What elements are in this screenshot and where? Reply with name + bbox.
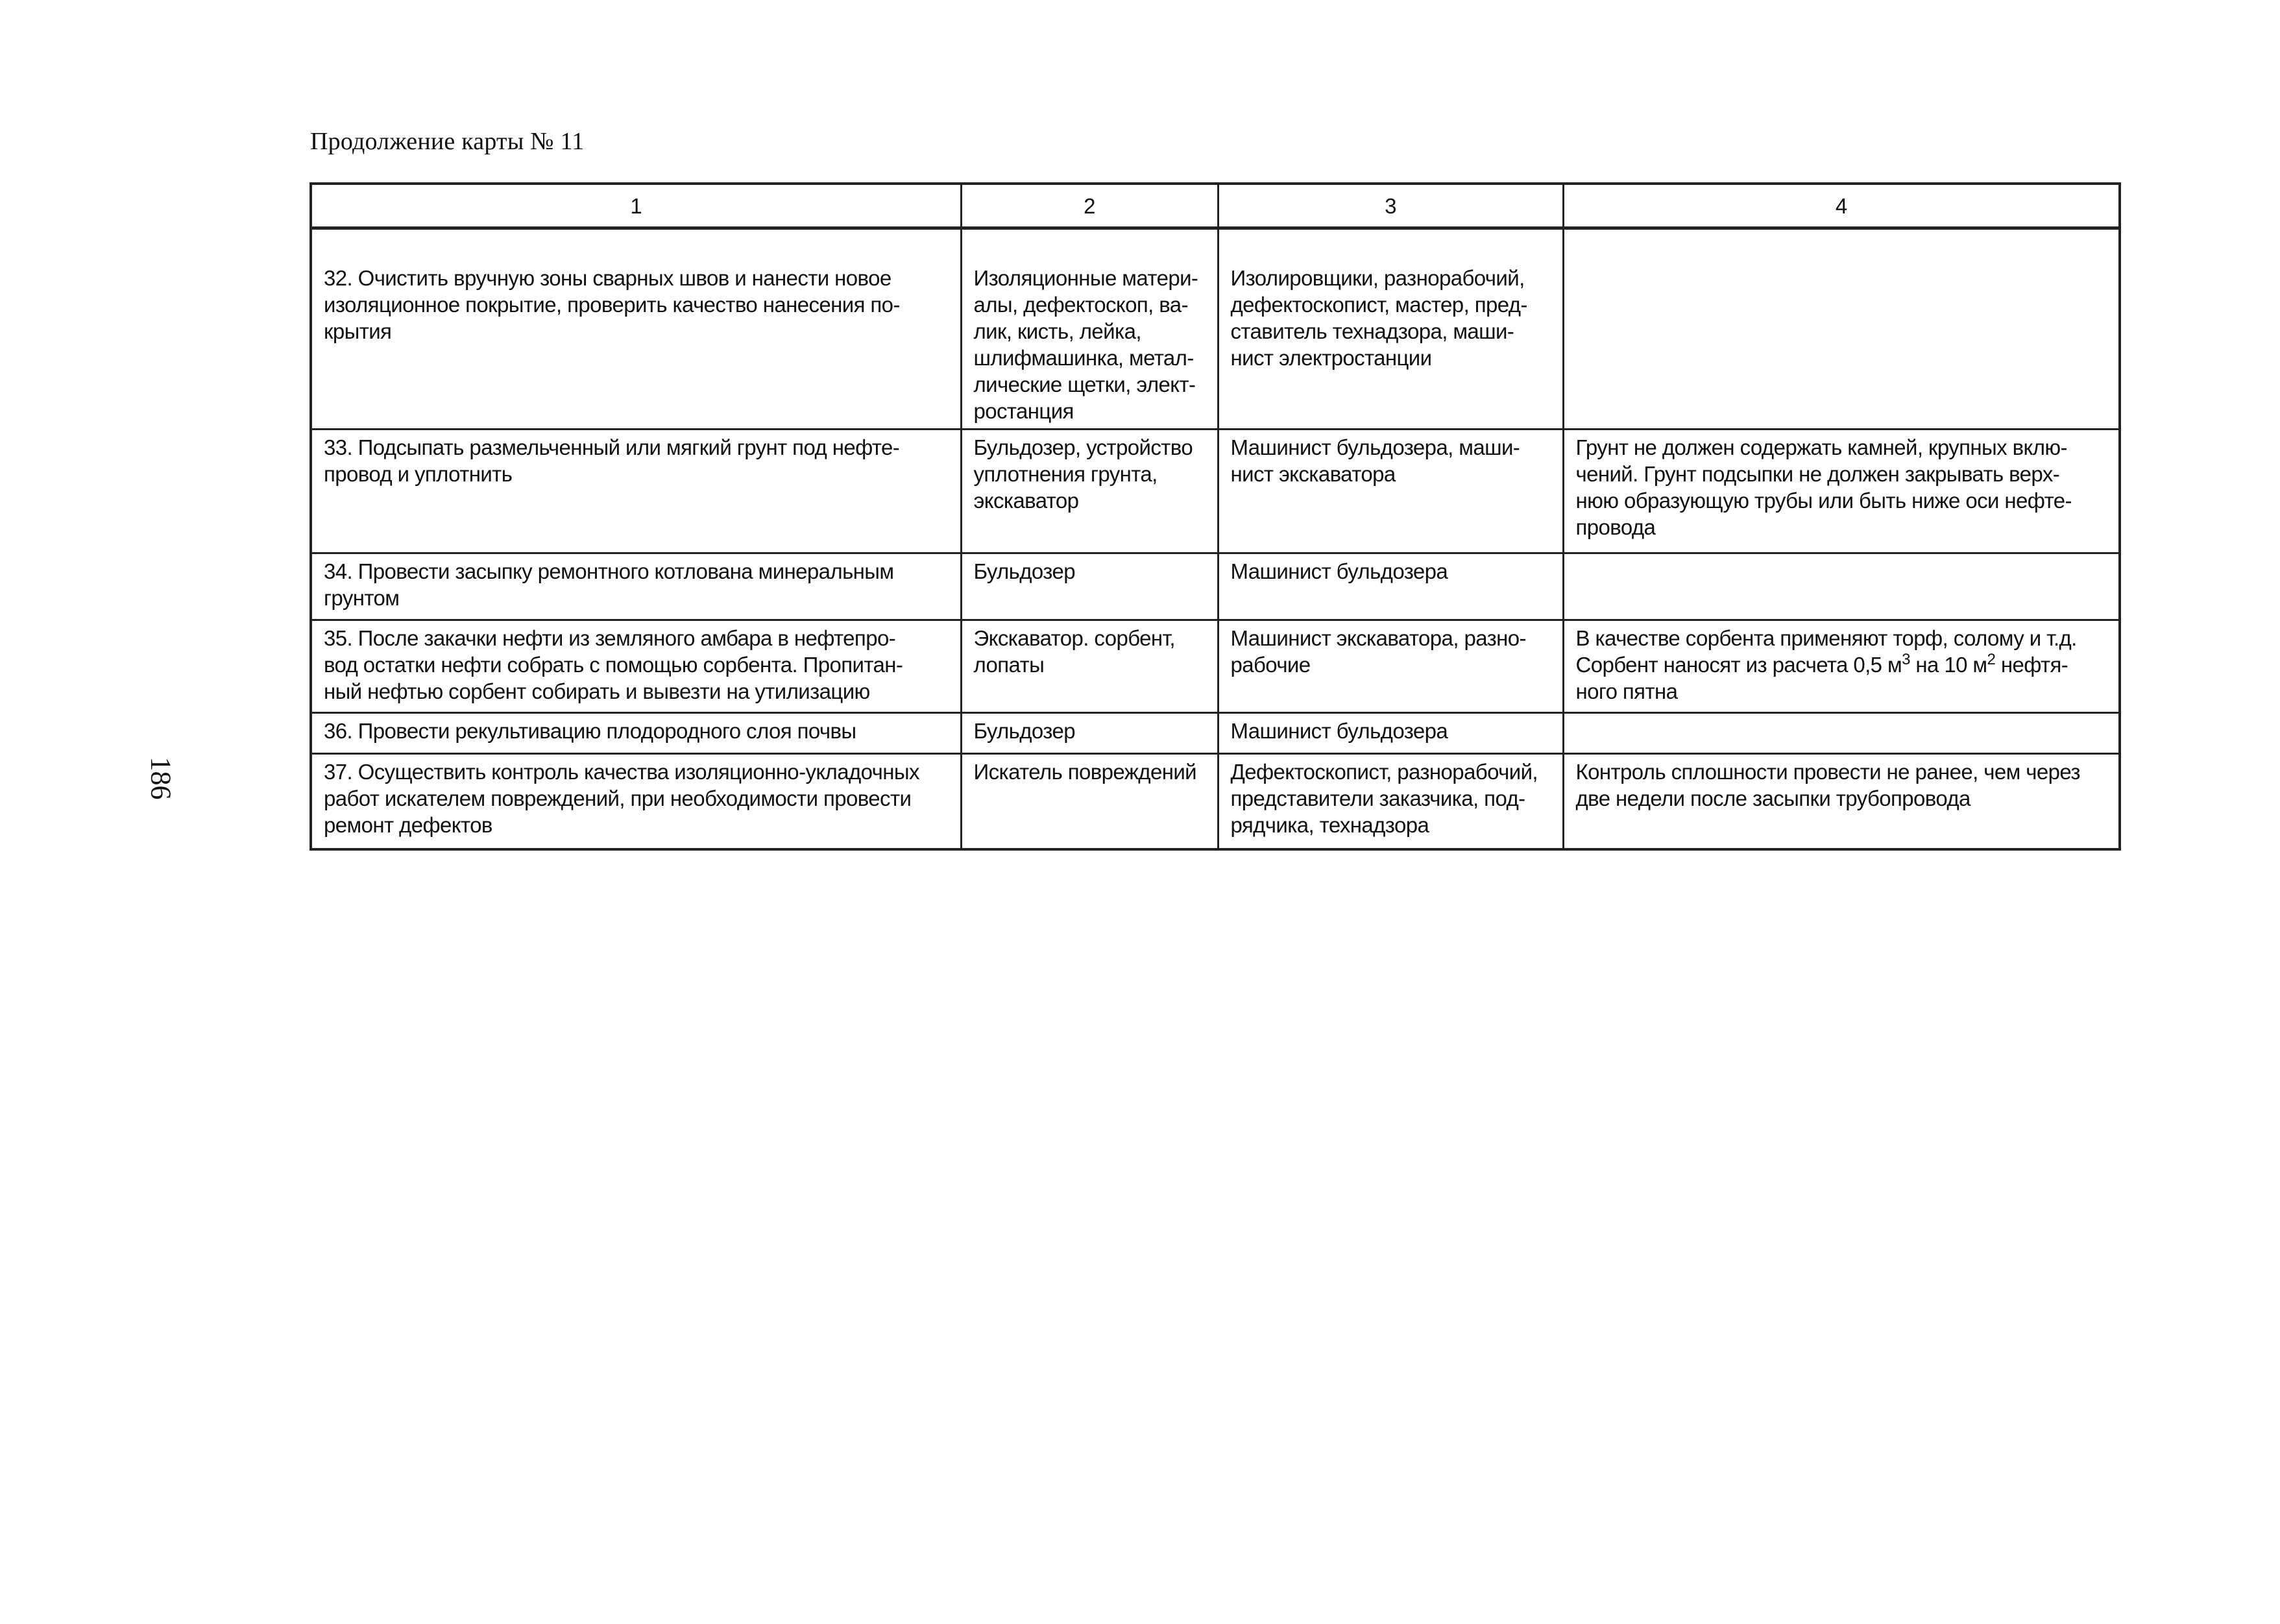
equipment-cell — [961, 430, 1218, 553]
table-row — [311, 713, 2120, 754]
table-header-row — [311, 184, 2120, 228]
performers-cell — [1218, 620, 1563, 713]
table-row — [311, 620, 2120, 713]
operation-cell — [311, 228, 961, 430]
equipment-cell — [961, 713, 1218, 754]
table-row — [311, 430, 2120, 553]
cell-text: 34. Провести засыпку ремонтного котлована минеральным грунтом — [324, 559, 894, 610]
cell-text: Бульдозер — [973, 719, 1075, 743]
table-row — [311, 754, 2120, 850]
cell-text: 36. Провести рекультивацию плодородного слоя почвы — [324, 719, 856, 743]
cell-text: 35. После закачки нефти из земляного амбара в нефтепро- вод остатки нефти собрать с помощью сорбента. Пропитан- ный нефтью сорбент собирать и вывезти на утилизацию — [324, 626, 903, 703]
superscript-3: 3 — [1902, 651, 1910, 668]
cell-text: 32. Очистить вручную зоны сварных швов и нанести новое изоляционное покрытие, проверить качество нанесения по- крытия — [324, 266, 900, 343]
performers-cell — [1218, 754, 1563, 850]
table-row — [311, 553, 2120, 620]
cell-text: Бульдозер, устройство уплотнения грунта, экскаватор — [973, 435, 1193, 513]
cell-text: Машинист бульдозера, маши- нист экскаватора — [1230, 435, 1520, 486]
cell-text: Изоляционные матери- алы, дефектоскоп, ва- лик, кисть, лейка, шлифмашинка, метал- лические щетки, элект- ростанция — [973, 266, 1198, 423]
notes-cell — [1563, 553, 2120, 620]
work-table — [309, 182, 2121, 851]
operation-cell — [311, 430, 961, 553]
cell-text: 37. Осуществить контроль качества изоляционно-укладочных работ искателем повреждений, при необходимости провести ремонт дефектов — [324, 760, 919, 837]
equipment-cell — [961, 228, 1218, 430]
operation-cell — [311, 620, 961, 713]
equipment-cell — [961, 553, 1218, 620]
notes-line: ного пятна — [1575, 679, 1678, 703]
cell-text: Машинист экскаватора, разно- рабочие — [1230, 626, 1526, 677]
performers-cell — [1218, 713, 1563, 754]
operation-cell — [311, 553, 961, 620]
cell-text — [1576, 625, 2110, 705]
equipment-cell — [961, 620, 1218, 713]
performers-cell — [1218, 430, 1563, 553]
superscript-2: 2 — [1987, 651, 1996, 668]
page-heading: Продолжение карты № 11 — [310, 128, 585, 155]
cell-text: Грунт не должен содержать камней, крупных вклю- чений. Грунт подсыпки не должен закрывать верх- нюю образующую трубы или быть ниже оси нефте- провода — [1575, 435, 2072, 539]
cell-text: Машинист бульдозера — [1230, 719, 1448, 743]
equipment-cell — [961, 754, 1218, 850]
column-header: 2 — [961, 184, 1218, 228]
performers-cell — [1218, 228, 1563, 430]
cell-text: Контроль сплошности провести не ранее, чем через две недели после засыпки трубопровода — [1575, 760, 2080, 810]
cell-text: 33. Подсыпать размельченный или мягкий грунт под нефте- провод и уплотнить — [324, 435, 900, 486]
notes-line: В качестве сорбента применяют торф, солому и т.д. — [1575, 626, 2077, 650]
column-header: 4 — [1563, 184, 2120, 228]
notes-line: нефтя- — [1995, 653, 2068, 677]
page-number-text: 186 — [145, 757, 177, 800]
cell-text: Дефектоскопист, разнорабочий, представители заказчика, под- рядчика, технадзора — [1230, 760, 1538, 837]
notes-cell — [1563, 228, 2120, 430]
operation-cell — [311, 713, 961, 754]
table-row — [311, 228, 2120, 430]
notes-cell — [1563, 620, 2120, 713]
cell-text: Бульдозер — [973, 559, 1075, 583]
notes-cell — [1563, 713, 2120, 754]
notes-line: Сорбент наносят из расчета 0,5 м — [1575, 653, 1902, 677]
operation-cell — [311, 754, 961, 850]
cell-text: Искатель повреждений — [973, 760, 1196, 784]
notes-cell — [1563, 754, 2120, 850]
column-header: 1 — [311, 184, 961, 228]
column-header: 3 — [1218, 184, 1563, 228]
notes-line: на 10 м — [1910, 653, 1987, 677]
notes-cell — [1563, 430, 2120, 553]
cell-text: Машинист бульдозера — [1230, 559, 1448, 583]
cell-text: Изолировщики, разнорабочий, дефектоскопист, мастер, пред- ставитель технадзора, маши- нист электростанции — [1230, 266, 1527, 370]
performers-cell — [1218, 553, 1563, 620]
cell-text: Экскаватор. сорбент, лопаты — [973, 626, 1175, 677]
